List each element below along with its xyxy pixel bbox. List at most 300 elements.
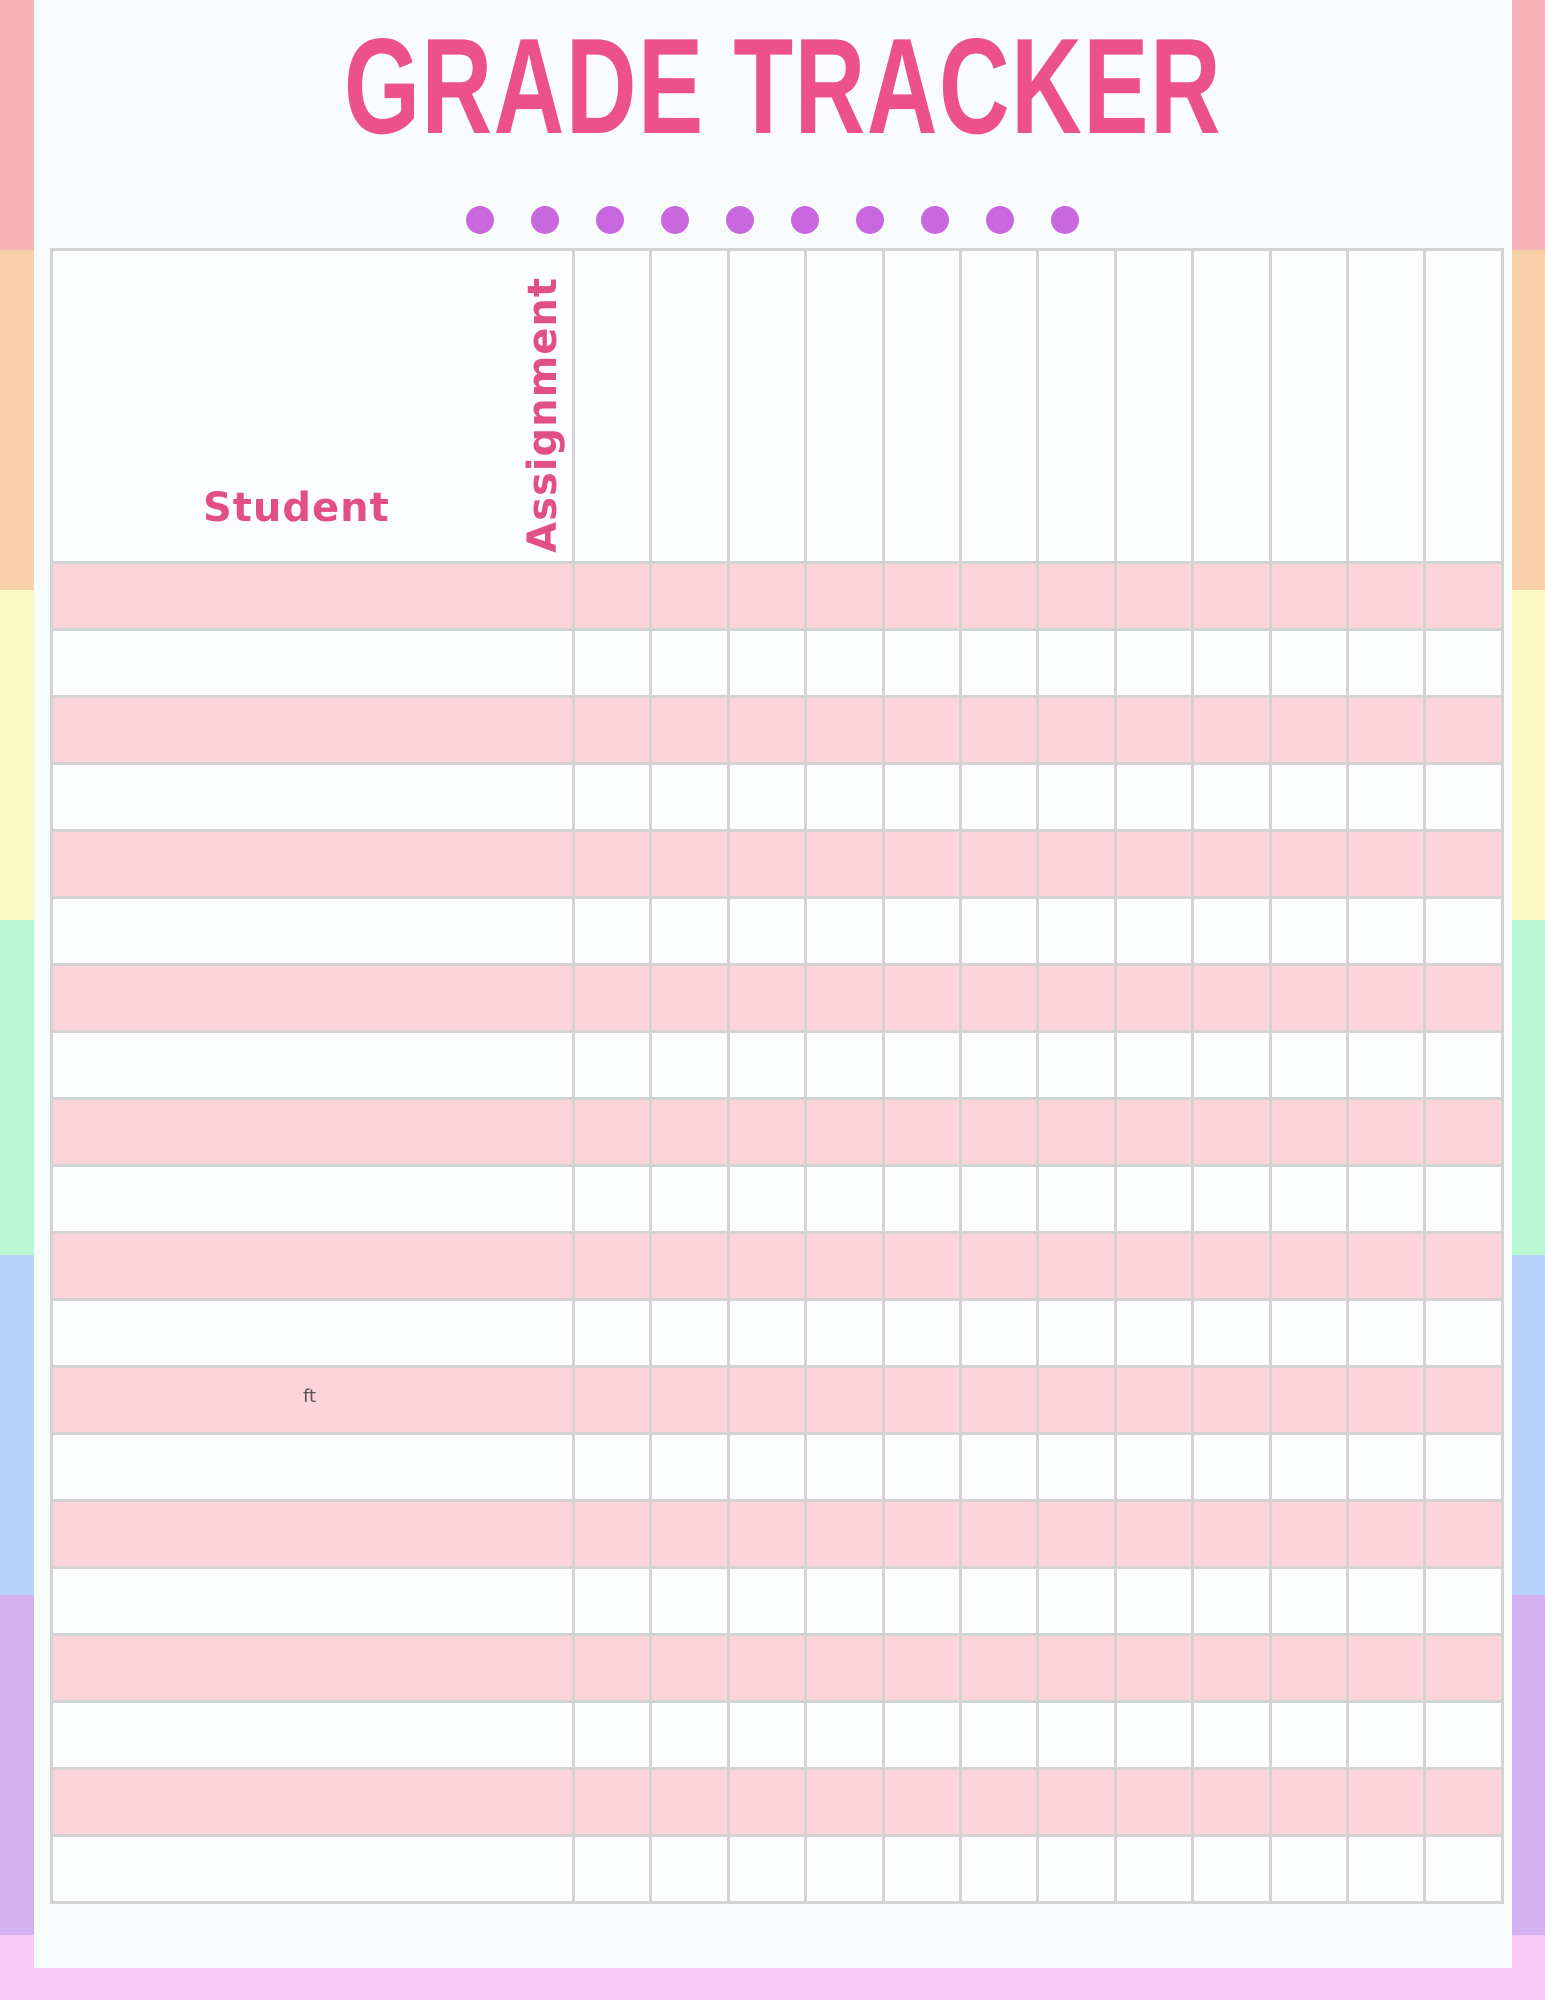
grade-cell[interactable] <box>1425 1769 1502 1836</box>
grade-cell[interactable] <box>806 1099 883 1166</box>
grade-cell[interactable] <box>961 563 1038 630</box>
grade-cell[interactable] <box>961 630 1038 697</box>
grade-cell[interactable] <box>728 1836 805 1903</box>
grade-cell[interactable] <box>1038 965 1115 1032</box>
grade-cell[interactable] <box>574 1501 651 1568</box>
student-name-cell[interactable] <box>52 563 574 630</box>
grade-cell[interactable] <box>651 898 728 965</box>
table-row <box>52 697 1503 764</box>
dot-icon <box>466 206 494 234</box>
grade-cell[interactable] <box>1115 898 1192 965</box>
grade-cell[interactable] <box>1270 764 1347 831</box>
grade-cell[interactable] <box>574 630 651 697</box>
grade-cell[interactable] <box>1425 1702 1502 1769</box>
grade-cell[interactable] <box>1348 1367 1425 1434</box>
grade-cell[interactable] <box>1348 1032 1425 1099</box>
grade-cell[interactable] <box>1193 630 1270 697</box>
grade-cell[interactable] <box>574 1769 651 1836</box>
grade-cell[interactable] <box>1348 697 1425 764</box>
grade-cell[interactable] <box>1115 1769 1192 1836</box>
grade-cell[interactable] <box>728 563 805 630</box>
grade-cell[interactable] <box>1193 1568 1270 1635</box>
grade-cell[interactable] <box>651 1367 728 1434</box>
table-row <box>52 1300 1503 1367</box>
grade-cell[interactable] <box>1270 1434 1347 1501</box>
table-row <box>52 563 1503 630</box>
grade-cell[interactable] <box>574 1568 651 1635</box>
grade-cell[interactable] <box>1270 563 1347 630</box>
grade-cell[interactable] <box>1348 630 1425 697</box>
table-row <box>52 1099 1503 1166</box>
grade-cell[interactable] <box>574 831 651 898</box>
grade-cell[interactable] <box>651 1300 728 1367</box>
grade-cell[interactable] <box>651 697 728 764</box>
grade-cell[interactable] <box>806 764 883 831</box>
grade-cell[interactable] <box>883 1233 960 1300</box>
grade-cell[interactable] <box>1270 1367 1347 1434</box>
grade-cell[interactable] <box>651 1769 728 1836</box>
grade-cell[interactable] <box>728 1702 805 1769</box>
assignment-header-cell[interactable] <box>1115 250 1192 563</box>
grade-cell[interactable] <box>806 1367 883 1434</box>
dot-icon <box>1051 206 1079 234</box>
grade-cell[interactable] <box>1425 898 1502 965</box>
grade-cell[interactable] <box>1193 1635 1270 1702</box>
grade-cell[interactable] <box>1038 764 1115 831</box>
grade-cell[interactable] <box>1270 1769 1347 1836</box>
student-name-cell[interactable] <box>52 1434 574 1501</box>
grade-cell[interactable] <box>806 1702 883 1769</box>
grade-cell[interactable] <box>1193 1367 1270 1434</box>
student-name-cell[interactable] <box>52 1300 574 1367</box>
grade-cell[interactable] <box>1115 1635 1192 1702</box>
grade-cell[interactable] <box>1038 1501 1115 1568</box>
dot-icon <box>791 206 819 234</box>
grade-cell[interactable] <box>1115 1501 1192 1568</box>
grade-cell[interactable] <box>1038 1233 1115 1300</box>
grade-cell[interactable] <box>728 1032 805 1099</box>
table-row <box>52 1836 1503 1903</box>
grade-cell[interactable] <box>1348 1434 1425 1501</box>
grade-cell[interactable] <box>961 1032 1038 1099</box>
grade-cell[interactable] <box>574 898 651 965</box>
cell-note-text: ft <box>303 1386 317 1407</box>
grade-cell[interactable] <box>1115 1367 1192 1434</box>
grade-cell[interactable] <box>1348 1568 1425 1635</box>
grade-cell[interactable] <box>1115 1568 1192 1635</box>
grade-cell[interactable] <box>961 1635 1038 1702</box>
student-name-cell[interactable] <box>52 1233 574 1300</box>
grade-cell[interactable] <box>574 965 651 1032</box>
grade-cell[interactable] <box>574 1099 651 1166</box>
grade-cell[interactable] <box>1270 1836 1347 1903</box>
grade-cell[interactable] <box>883 1769 960 1836</box>
grade-cell[interactable] <box>1270 1501 1347 1568</box>
grade-cell[interactable] <box>1193 1769 1270 1836</box>
grade-cell[interactable] <box>1425 1836 1502 1903</box>
student-name-cell[interactable] <box>52 831 574 898</box>
table-row <box>52 1501 1503 1568</box>
grade-cell[interactable] <box>574 1836 651 1903</box>
grade-cell[interactable] <box>1193 563 1270 630</box>
grade-cell[interactable] <box>961 1367 1038 1434</box>
grade-cell[interactable] <box>651 1032 728 1099</box>
grade-cell[interactable] <box>883 1099 960 1166</box>
grade-cell[interactable] <box>728 1166 805 1233</box>
student-name-cell[interactable] <box>52 965 574 1032</box>
grade-cell[interactable] <box>1270 1166 1347 1233</box>
grade-cell[interactable] <box>1270 1233 1347 1300</box>
grade-cell[interactable] <box>1270 1635 1347 1702</box>
grade-cell[interactable] <box>806 1233 883 1300</box>
grade-cell[interactable] <box>883 898 960 965</box>
grade-cell[interactable] <box>1038 1568 1115 1635</box>
grade-cell[interactable] <box>883 1501 960 1568</box>
grade-cell[interactable] <box>574 764 651 831</box>
grade-cell[interactable] <box>1348 1635 1425 1702</box>
grade-cell[interactable] <box>1038 1166 1115 1233</box>
grade-cell[interactable] <box>1115 965 1192 1032</box>
grade-cell[interactable] <box>883 965 960 1032</box>
grade-cell[interactable] <box>806 1501 883 1568</box>
grade-cell[interactable] <box>1425 1367 1502 1434</box>
header-row <box>52 250 1503 563</box>
table-row <box>52 764 1503 831</box>
grade-cell[interactable] <box>1270 1568 1347 1635</box>
grade-cell[interactable] <box>1425 764 1502 831</box>
grade-cell[interactable] <box>1115 630 1192 697</box>
grade-cell[interactable] <box>1425 831 1502 898</box>
grade-cell[interactable] <box>728 898 805 965</box>
grade-cell[interactable] <box>1348 1769 1425 1836</box>
grade-cell[interactable] <box>1270 697 1347 764</box>
grade-cell[interactable] <box>961 831 1038 898</box>
grade-cell[interactable] <box>728 1434 805 1501</box>
grade-cell[interactable] <box>1425 1300 1502 1367</box>
assignment-header-cell[interactable] <box>728 250 805 563</box>
grade-cell[interactable] <box>883 1568 960 1635</box>
grade-cell[interactable] <box>883 1702 960 1769</box>
grade-cell[interactable] <box>1270 1702 1347 1769</box>
grade-cell[interactable] <box>651 1635 728 1702</box>
grade-cell[interactable] <box>1270 898 1347 965</box>
grade-cell[interactable] <box>961 1501 1038 1568</box>
grade-cell[interactable] <box>1348 1233 1425 1300</box>
grade-cell[interactable] <box>806 1166 883 1233</box>
grade-cell[interactable] <box>1425 1434 1502 1501</box>
grade-cell[interactable] <box>1038 1300 1115 1367</box>
grade-cell[interactable] <box>883 697 960 764</box>
grade-cell[interactable] <box>961 1769 1038 1836</box>
grade-cell[interactable] <box>883 1836 960 1903</box>
grade-cell[interactable] <box>1193 1702 1270 1769</box>
assignment-header-cell[interactable] <box>961 250 1038 563</box>
grade-cell[interactable] <box>1425 1099 1502 1166</box>
grade-cell[interactable] <box>1270 831 1347 898</box>
assignment-header-cell[interactable] <box>806 250 883 563</box>
grade-cell[interactable] <box>651 1434 728 1501</box>
grade-cell[interactable] <box>574 563 651 630</box>
grade-cell[interactable] <box>651 630 728 697</box>
dot-icon <box>596 206 624 234</box>
grade-cell[interactable] <box>728 965 805 1032</box>
grade-cell[interactable] <box>1348 1501 1425 1568</box>
grade-cell[interactable] <box>1270 1300 1347 1367</box>
table-row <box>52 898 1503 965</box>
grade-cell[interactable] <box>1425 1501 1502 1568</box>
grade-cell[interactable] <box>806 1568 883 1635</box>
grade-cell[interactable] <box>961 965 1038 1032</box>
grade-cell[interactable] <box>1038 831 1115 898</box>
grade-cell[interactable] <box>1193 764 1270 831</box>
grade-cell[interactable] <box>651 1501 728 1568</box>
grade-cell[interactable] <box>883 1367 960 1434</box>
grade-cell[interactable] <box>651 1166 728 1233</box>
grade-cell[interactable] <box>1193 1434 1270 1501</box>
grade-cell[interactable] <box>728 1367 805 1434</box>
grade-cell[interactable] <box>1348 1836 1425 1903</box>
student-name-cell[interactable] <box>52 630 574 697</box>
assignment-header-cell[interactable] <box>1193 250 1270 563</box>
grade-cell[interactable] <box>651 1568 728 1635</box>
grade-cell[interactable] <box>1425 965 1502 1032</box>
grade-cell[interactable] <box>961 1434 1038 1501</box>
grade-cell[interactable] <box>1115 1434 1192 1501</box>
student-name-cell[interactable] <box>52 764 574 831</box>
grade-cell[interactable] <box>1115 1166 1192 1233</box>
grade-cell[interactable] <box>574 1032 651 1099</box>
grade-cell[interactable] <box>651 1233 728 1300</box>
grade-cell[interactable] <box>1115 764 1192 831</box>
page-title: GRADE TRACKER <box>343 10 1223 162</box>
grade-cell[interactable] <box>728 1300 805 1367</box>
grade-cell[interactable] <box>961 1836 1038 1903</box>
student-name-cell[interactable] <box>52 1099 574 1166</box>
grade-cell[interactable] <box>806 1434 883 1501</box>
grade-cell[interactable] <box>1425 1032 1502 1099</box>
grade-cell[interactable] <box>883 630 960 697</box>
grade-cell[interactable] <box>1115 1233 1192 1300</box>
grade-cell[interactable] <box>1348 965 1425 1032</box>
grade-cell[interactable] <box>1348 898 1425 965</box>
grade-cell[interactable] <box>883 1032 960 1099</box>
grade-cell[interactable] <box>574 1166 651 1233</box>
grade-cell[interactable] <box>1038 1635 1115 1702</box>
grade-cell[interactable] <box>806 1836 883 1903</box>
grade-cell[interactable] <box>1115 1300 1192 1367</box>
grade-cell[interactable] <box>1193 1099 1270 1166</box>
dot-icon <box>661 206 689 234</box>
grade-cell[interactable] <box>728 764 805 831</box>
grade-cell[interactable] <box>806 1300 883 1367</box>
student-name-cell[interactable] <box>52 1635 574 1702</box>
grade-cell[interactable] <box>1348 764 1425 831</box>
grade-cell[interactable] <box>961 1702 1038 1769</box>
grade-cell[interactable] <box>728 1635 805 1702</box>
grade-cell[interactable] <box>651 1836 728 1903</box>
grade-cell[interactable] <box>1193 1233 1270 1300</box>
grade-cell[interactable] <box>806 1769 883 1836</box>
grade-cell[interactable] <box>728 697 805 764</box>
grade-cell[interactable] <box>1270 965 1347 1032</box>
grade-cell[interactable] <box>883 1434 960 1501</box>
decorative-dots <box>466 206 1079 236</box>
grade-cell[interactable] <box>651 965 728 1032</box>
assignment-header-cell[interactable] <box>1038 250 1115 563</box>
grade-cell[interactable] <box>1193 831 1270 898</box>
grade-cell[interactable] <box>1270 1032 1347 1099</box>
grade-cell[interactable] <box>1038 1367 1115 1434</box>
grade-cell[interactable] <box>1425 1166 1502 1233</box>
grade-cell[interactable] <box>806 697 883 764</box>
table-row <box>52 1568 1503 1635</box>
grade-cell[interactable] <box>1193 1032 1270 1099</box>
grade-cell[interactable] <box>1038 1099 1115 1166</box>
table-row <box>52 1769 1503 1836</box>
grade-cell[interactable] <box>574 697 651 764</box>
table-row <box>52 1166 1503 1233</box>
grade-cell[interactable] <box>728 1501 805 1568</box>
assignment-header-label: Assignment <box>520 277 566 553</box>
student-name-cell[interactable] <box>52 1367 574 1434</box>
assignment-header-cell[interactable] <box>1270 250 1347 563</box>
grade-cell[interactable] <box>1115 697 1192 764</box>
student-name-cell[interactable] <box>52 1702 574 1769</box>
grade-cell[interactable] <box>961 1099 1038 1166</box>
grade-cell[interactable] <box>651 764 728 831</box>
student-name-cell[interactable] <box>52 697 574 764</box>
grade-cell[interactable] <box>1425 697 1502 764</box>
student-name-cell[interactable] <box>52 1032 574 1099</box>
grade-cell[interactable] <box>961 1233 1038 1300</box>
grade-cell[interactable] <box>1038 630 1115 697</box>
grade-cell[interactable] <box>1348 563 1425 630</box>
grade-cell[interactable] <box>961 1300 1038 1367</box>
grade-cell[interactable] <box>1115 1032 1192 1099</box>
table-row <box>52 965 1503 1032</box>
grade-cell[interactable] <box>961 1568 1038 1635</box>
grade-cell[interactable] <box>1193 1501 1270 1568</box>
grade-cell[interactable] <box>1193 697 1270 764</box>
grade-cell[interactable] <box>1038 1702 1115 1769</box>
assignment-header-cell[interactable] <box>1348 250 1425 563</box>
grade-cell[interactable] <box>1038 898 1115 965</box>
grade-cell[interactable] <box>728 1233 805 1300</box>
grade-cell[interactable] <box>806 630 883 697</box>
grade-cell[interactable] <box>1425 1568 1502 1635</box>
grade-cell[interactable] <box>883 764 960 831</box>
grade-cell[interactable] <box>728 1099 805 1166</box>
student-header-cell <box>52 250 574 563</box>
grade-cell[interactable] <box>806 898 883 965</box>
grade-cell[interactable] <box>1115 563 1192 630</box>
grade-cell[interactable] <box>1038 1032 1115 1099</box>
dot-icon <box>531 206 559 234</box>
grade-cell[interactable] <box>1425 563 1502 630</box>
grade-cell[interactable] <box>883 1166 960 1233</box>
grade-cell[interactable] <box>651 1702 728 1769</box>
grade-cell[interactable] <box>806 965 883 1032</box>
student-name-cell[interactable] <box>52 1501 574 1568</box>
grade-cell[interactable] <box>883 1635 960 1702</box>
grade-cell[interactable] <box>728 630 805 697</box>
grade-cell[interactable] <box>651 831 728 898</box>
grade-cell[interactable] <box>1115 831 1192 898</box>
student-name-cell[interactable] <box>52 1568 574 1635</box>
student-header-label: Student <box>203 485 390 531</box>
grade-cell[interactable] <box>1193 965 1270 1032</box>
grade-cell[interactable] <box>1038 1836 1115 1903</box>
grade-cell[interactable] <box>1348 1166 1425 1233</box>
grade-cell[interactable] <box>1038 697 1115 764</box>
grade-cell[interactable] <box>961 697 1038 764</box>
grade-cell[interactable] <box>883 1300 960 1367</box>
student-name-cell[interactable] <box>52 1836 574 1903</box>
student-name-cell[interactable] <box>52 1769 574 1836</box>
grade-cell[interactable] <box>574 1635 651 1702</box>
grade-cell[interactable] <box>651 563 728 630</box>
grade-cell[interactable] <box>1038 563 1115 630</box>
grade-cell[interactable] <box>1348 1099 1425 1166</box>
student-name-cell[interactable] <box>52 898 574 965</box>
grade-cell[interactable] <box>806 1032 883 1099</box>
assignment-header-cell[interactable] <box>574 250 651 563</box>
grade-cell[interactable] <box>1193 1836 1270 1903</box>
assignment-header-cell[interactable] <box>651 250 728 563</box>
grade-cell[interactable] <box>1270 1099 1347 1166</box>
table-row <box>52 1032 1503 1099</box>
grade-cell[interactable] <box>1348 831 1425 898</box>
dot-icon <box>726 206 754 234</box>
grade-cell[interactable] <box>1270 630 1347 697</box>
grade-cell[interactable] <box>728 1568 805 1635</box>
grade-cell[interactable] <box>961 764 1038 831</box>
grade-cell[interactable] <box>1425 630 1502 697</box>
grade-cell[interactable] <box>574 1233 651 1300</box>
grade-cell[interactable] <box>961 898 1038 965</box>
grade-cell[interactable] <box>1348 1702 1425 1769</box>
grade-cell[interactable] <box>1115 1099 1192 1166</box>
grade-cell[interactable] <box>806 563 883 630</box>
grade-cell[interactable] <box>1425 1635 1502 1702</box>
grade-cell[interactable] <box>806 1635 883 1702</box>
assignment-header-cell[interactable] <box>883 250 960 563</box>
table-row <box>52 1233 1503 1300</box>
grade-cell[interactable] <box>1425 1233 1502 1300</box>
grade-cell[interactable] <box>1193 898 1270 965</box>
assignment-header-cell[interactable] <box>1425 250 1502 563</box>
grade-cell[interactable] <box>1038 1769 1115 1836</box>
grade-cell[interactable] <box>574 1702 651 1769</box>
grade-cell[interactable] <box>728 831 805 898</box>
grade-cell[interactable] <box>1115 1702 1192 1769</box>
grade-cell[interactable] <box>1348 1300 1425 1367</box>
grade-cell[interactable] <box>883 831 960 898</box>
grade-cell[interactable] <box>961 1166 1038 1233</box>
grade-cell[interactable] <box>1115 1836 1192 1903</box>
grade-cell[interactable] <box>574 1367 651 1434</box>
grade-cell[interactable] <box>883 563 960 630</box>
student-name-cell[interactable] <box>52 1166 574 1233</box>
grade-cell[interactable] <box>651 1099 728 1166</box>
grade-cell[interactable] <box>728 1769 805 1836</box>
grade-cell[interactable] <box>1193 1166 1270 1233</box>
grade-cell[interactable] <box>1038 1434 1115 1501</box>
grade-cell[interactable] <box>806 831 883 898</box>
grade-cell[interactable] <box>574 1434 651 1501</box>
grade-cell[interactable] <box>1193 1300 1270 1367</box>
grade-cell[interactable] <box>574 1300 651 1367</box>
